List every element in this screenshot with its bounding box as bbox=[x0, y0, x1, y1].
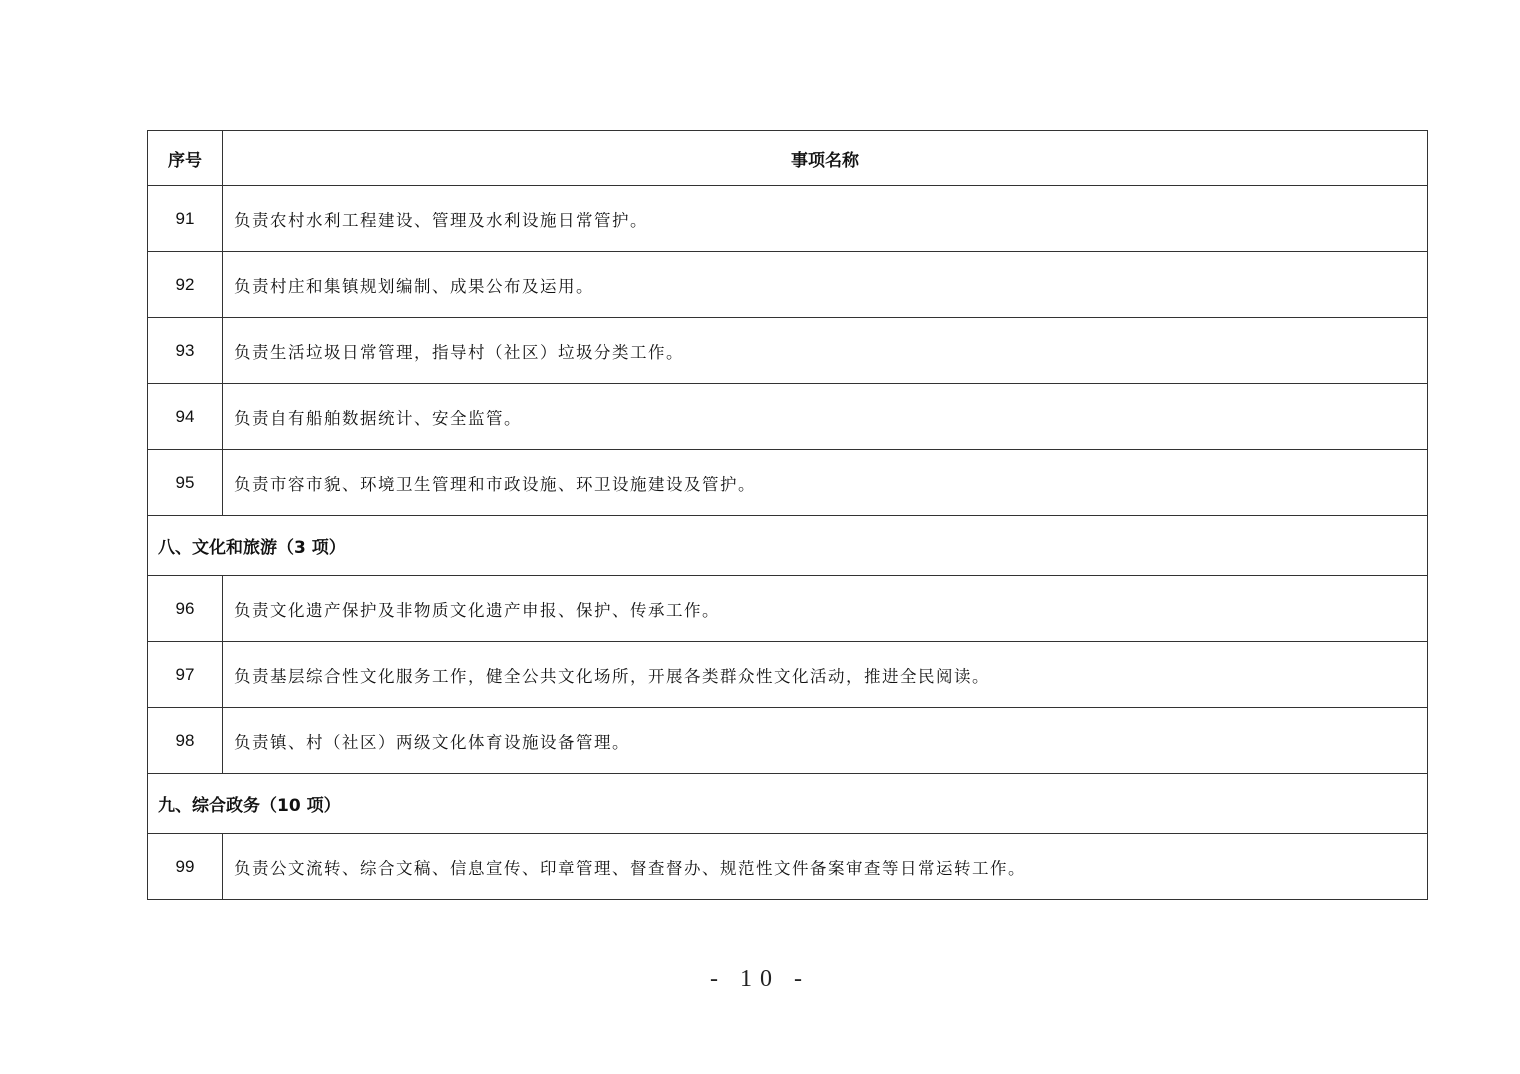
table-row bbox=[148, 708, 1428, 774]
serial-number-cell: 98 bbox=[148, 708, 223, 774]
section-heading-culture-tourism: 八、文化和旅游（3 项） bbox=[148, 516, 1428, 576]
item-name-cell: 负责村庄和集镇规划编制、成果公布及运用。 bbox=[223, 252, 1428, 318]
serial-number-cell: 91 bbox=[148, 186, 223, 252]
section-heading-row bbox=[148, 516, 1428, 576]
header-serial-number: 序号 bbox=[148, 131, 223, 186]
item-name-cell: 负责公文流转、综合文稿、信息宣传、印章管理、督查督办、规范性文件备案审查等日常运转工作。 bbox=[223, 834, 1428, 900]
table-header-row bbox=[148, 131, 1428, 186]
table-row bbox=[148, 384, 1428, 450]
item-name-cell: 负责自有船舶数据统计、安全监管。 bbox=[223, 384, 1428, 450]
serial-number-cell: 96 bbox=[148, 576, 223, 642]
item-name-cell: 负责基层综合性文化服务工作，健全公共文化场所，开展各类群众性文化活动，推进全民阅读。 bbox=[223, 642, 1428, 708]
serial-number-cell: 93 bbox=[148, 318, 223, 384]
table-row bbox=[148, 576, 1428, 642]
page-number: - 10 - bbox=[710, 966, 810, 992]
serial-number-cell: 95 bbox=[148, 450, 223, 516]
table-row bbox=[148, 318, 1428, 384]
serial-number-cell: 92 bbox=[148, 252, 223, 318]
section-heading-general-affairs: 九、综合政务（10 项） bbox=[148, 774, 1428, 834]
item-name-cell: 负责文化遗产保护及非物质文化遗产申报、保护、传承工作。 bbox=[223, 576, 1428, 642]
item-name-cell: 负责市容市貌、环境卫生管理和市政设施、环卫设施建设及管护。 bbox=[223, 450, 1428, 516]
table-row bbox=[148, 834, 1428, 900]
serial-number-cell: 94 bbox=[148, 384, 223, 450]
section-heading-row bbox=[148, 774, 1428, 834]
item-name-cell: 负责镇、村（社区）两级文化体育设施设备管理。 bbox=[223, 708, 1428, 774]
item-name-cell: 负责生活垃圾日常管理，指导村（社区）垃圾分类工作。 bbox=[223, 318, 1428, 384]
item-name-cell: 负责农村水利工程建设、管理及水利设施日常管护。 bbox=[223, 186, 1428, 252]
table-row bbox=[148, 450, 1428, 516]
table-body bbox=[148, 186, 1428, 900]
table-row bbox=[148, 186, 1428, 252]
matters-table bbox=[147, 130, 1428, 900]
table-row bbox=[148, 642, 1428, 708]
header-item-name: 事项名称 bbox=[223, 131, 1428, 186]
serial-number-cell: 99 bbox=[148, 834, 223, 900]
table-row bbox=[148, 252, 1428, 318]
serial-number-cell: 97 bbox=[148, 642, 223, 708]
